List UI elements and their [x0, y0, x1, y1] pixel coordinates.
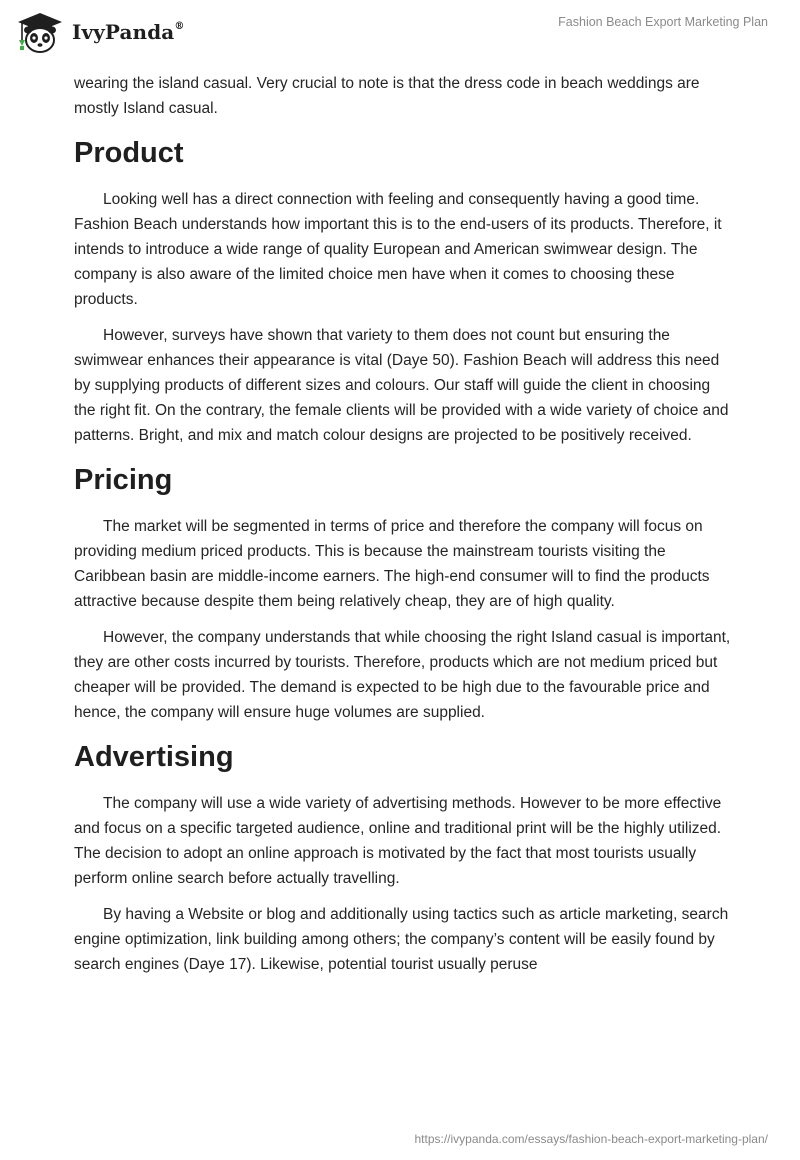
paragraph: Looking well has a direct connection with feeling and consequently having a good time. Fashion Beach understands how important this is to the end-users of its products. Therefore, it intends to introduce a wide range of quality European and American swimwear design. The company is also aware of the limited choice men have when it comes to choosing these products. [74, 191, 722, 308]
paragraph: wearing the island casual. Very crucial to note is that the dress code in beach weddings are mostly Island casual. [74, 75, 700, 117]
ivypanda-logo[interactable] [14, 10, 184, 54]
paragraph: The market will be segmented in terms of price and therefore the company will focus on providing medium priced products. This is because the mainstream tourists visiting the Caribbean basin are middle-income earners. The high-end consumer will to find the products attractive because despite them being relatively cheap, they are of high quality. [74, 518, 710, 610]
section-heading-advertising: Advertising [74, 741, 234, 773]
paragraph: However, the company understands that while choosing the right Island casual is important, they are other costs incurred by tourists. Therefore, products which are not medium priced but cheaper will be provided. The demand is expected to be high due to the favourable price and hence, the company will ensure huge volumes are supplied. [74, 629, 731, 721]
paragraph: By having a Website or blog and additionally using tactics such as article marketing, search engine optimization, link building among others; the company’s content will be easily found by search engines (Daye 17). Likewise, potential tourist usually peruse [74, 906, 729, 973]
page-header [0, 0, 800, 64]
essay-body [74, 71, 734, 988]
source-url[interactable]: https://ivypanda.com/essays/fashion-beach-export-marketing-plan/ [414, 1132, 768, 1146]
panda-graduate-icon [14, 10, 66, 54]
brand-name: IvyPanda® [72, 20, 185, 44]
paragraph: The company will use a wide variety of advertising methods. However to be more effective and focus on a specific targeted audience, online and traditional print will be the highly utilized. The decision to adopt an online approach is motivated by the fact that most tourists usually perform online search before actually travelling. [74, 795, 722, 887]
section-heading-product: Product [74, 137, 184, 169]
paragraph: However, surveys have shown that variety to them does not count but ensuring the swimwear enhances their appearance is vital (Daye 50). Fashion Beach will address this need by supplying products of different sizes and colours. Our staff will guide the client in choosing the right fit. On the contrary, the female clients will be provided with a wide variety of choice and patterns. Bright, and mix and match colour designs are projected to be positively received. [74, 327, 729, 444]
section-heading-pricing: Pricing [74, 464, 173, 496]
document-title: Fashion Beach Export Marketing Plan [558, 15, 768, 29]
